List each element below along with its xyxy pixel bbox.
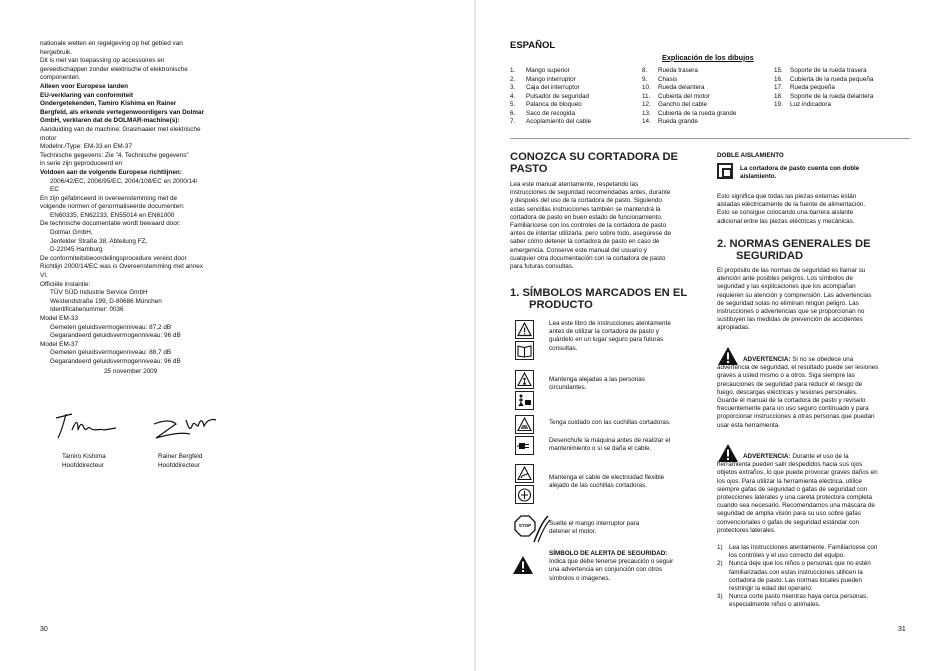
legend-item — [774, 101, 873, 110]
double-insulation-body — [717, 193, 907, 226]
list-number — [717, 552, 729, 560]
text-line: Mantenga alejadas a las personas — [549, 376, 645, 383]
declaration-line: Jenfelder Straße 38, Abteilung FZ, — [50, 237, 148, 245]
legend-number: 9. — [642, 75, 648, 83]
text-line: Tenga cuidado con las cuchillas cortadoras. — [549, 419, 671, 426]
text-line: Esto se consigue colocando una barrera aislante — [717, 209, 854, 217]
list-text: restringir la edad del operario. — [729, 585, 813, 593]
list-item-line — [717, 593, 909, 601]
list-text: Nunca deje que los niños o personas que no estén — [729, 560, 871, 568]
legend-label: Rueda pequeña — [790, 84, 835, 91]
legend-number: 13. — [642, 109, 651, 117]
safety-alert-text — [549, 550, 679, 583]
text-line: cuando sea necesario. Recomendamos una máscara de — [717, 502, 875, 510]
symbol-bystanders-text — [549, 376, 679, 392]
declaration-line: En zijn gefabriceerd in overeenstemming met de — [40, 194, 178, 202]
language-heading: ESPAÑOL — [510, 40, 556, 51]
title-line: 1. SÍMBOLOS MARCADOS EN EL — [510, 287, 688, 299]
list-item-line — [717, 560, 909, 568]
text-line: Esto significa que todas las piezas externas están — [717, 193, 857, 200]
text-line: Lea este libro de instrucciones atentamente — [549, 320, 671, 327]
declaration-line: Richtlijn 2000/14/EC was is Overeenstemming met annex — [40, 263, 204, 271]
legend-number: 6. — [510, 109, 516, 117]
text-line: seguridad de amplia visión para su uso sobre gafas — [717, 510, 861, 518]
double-insulation-title: DOBLE AISLAMIENTO — [717, 152, 784, 159]
text-line: atención ante posibles peligros. Los símbolos de — [717, 275, 853, 283]
declaration-date: 25 november 2009 — [104, 368, 158, 375]
warning-sign-icon — [515, 320, 534, 339]
declaration-line: Model EM-33 — [40, 315, 79, 322]
text-line: cortadora de pasto en buen estado de funcionamiento. — [510, 213, 663, 221]
declaration-line: Model EM-37 — [40, 340, 79, 348]
declaration-line: Officiële instantie: — [40, 280, 91, 288]
declaration-line: Gemeten geluidsvermogenniveau: 88,7 dB — [50, 349, 172, 357]
legend-number: 14. — [642, 118, 651, 125]
legend-label: Pulsador de seguridad — [526, 92, 590, 100]
legend-label: Mango superior — [526, 67, 570, 74]
declaration-line: GmbH, verklaren dat de DOLMAR-machine(s): — [40, 117, 180, 125]
section-know-body — [510, 181, 710, 271]
legend-number: 15. — [774, 67, 783, 74]
text-line: proporcionar instrucciones a otras personas que puedan — [717, 413, 875, 421]
text-line: Familiarícese con los controles de la cortadora de pasto — [510, 222, 667, 230]
list-number: 1) — [717, 544, 723, 551]
text-line: detener el motor. — [549, 528, 597, 536]
signer-2 — [158, 452, 202, 470]
text-line: antes de utilizar la cortadora de pasto y — [549, 328, 659, 336]
text-line: objetos extraños, lo que puede provocar graves daños en — [717, 469, 878, 477]
legend-number: 3. — [510, 84, 516, 91]
legend-label: Rueda delantera — [658, 84, 705, 91]
list-text: Nunca corte pasto mientras haya cerca personas, — [729, 593, 868, 601]
legend-number: 10. — [642, 84, 651, 91]
declaration-line: D-22045 Hamburg — [50, 246, 103, 254]
cable-clear-of-blades-icon — [515, 485, 534, 504]
signer-1 — [62, 452, 106, 470]
section-rules-body — [717, 267, 909, 333]
text-line: Desenchufe la máquina antes de realizar el — [549, 437, 671, 444]
list-item-line — [717, 544, 909, 552]
keep-distance-icon — [515, 391, 534, 410]
declaration-line: hergebruik. — [40, 48, 72, 56]
text-line: advertencia de seguridad, el resultado puede ser lesiones — [717, 364, 879, 372]
declaration-text — [40, 40, 270, 367]
text-line: aislamiento. — [740, 173, 777, 181]
text-line: sustituyen las medidas de prevención de accidentes — [717, 316, 863, 324]
list-item-line — [717, 569, 909, 577]
signer-name: Tamiro Kishima — [62, 453, 106, 460]
text-line: seguridad y las explicaciones que los acompañan — [717, 283, 856, 291]
legend-label: Caja del interruptor — [526, 84, 580, 91]
legend-label: Acoplamiento del cable — [526, 118, 592, 125]
legend-item — [642, 93, 736, 102]
text-line: fuego, descargas eléctricas y lesiones personales. — [717, 388, 858, 396]
safety-rules-list — [717, 544, 909, 610]
legend-label: Saco de recogida — [526, 109, 576, 117]
symbol-cable-text — [549, 474, 679, 490]
safety-alert-body — [549, 558, 679, 583]
warning-lead: ADVERTENCIA: — [743, 453, 791, 460]
legend-label: Chasis — [658, 75, 678, 83]
list-number — [717, 601, 729, 609]
symbol-blades-text — [549, 419, 679, 427]
declaration-line: in serie zijn geproduceerd en — [40, 160, 123, 168]
declaration-line: motor — [40, 134, 57, 142]
legend-item — [642, 101, 736, 110]
legend-column-1 — [510, 67, 591, 127]
text-line: frecuentemente para un uso seguro continuado y para — [717, 405, 869, 413]
page-number-left: 30 — [40, 626, 48, 633]
declaration-line: componenten. — [40, 74, 81, 82]
declaration-line: gereedschappen zonder elektrische of elektronische — [40, 65, 188, 73]
unplug-icon — [515, 436, 534, 455]
declaration-line: volgende normen of genormaliseerde documenten: — [40, 203, 185, 211]
text-line: graves a usted mismo o a otros. Siga siempre las — [717, 372, 855, 380]
legend-item — [774, 76, 873, 85]
legend-label: Mango interruptor — [526, 75, 576, 83]
declaration-line: Aanduiding van de machine: Grasmaaier met elektrische — [40, 125, 201, 133]
text-line: instrucciones o advertencias que se proporcionan no — [717, 308, 865, 316]
declaration-line: Voldoen aan de volgende Europese richtlijnen: — [40, 168, 182, 176]
text-line: antes de intentar utilizarla. pero sobre todo, asegúrese de — [510, 230, 672, 238]
warning-lead: ADVERTENCIA: — [743, 356, 791, 363]
list-text: familiarizadas con estas instrucciones utilicen la — [729, 568, 863, 576]
list-text: cortadora de pasto. Las normas locales pueden — [729, 576, 863, 584]
divider — [510, 138, 910, 139]
section-rules-title — [717, 238, 871, 262]
legend-item — [642, 110, 736, 119]
text-line: una advertencia en conjunción con otros — [549, 566, 663, 574]
legend-label: Palanca de bloqueo — [526, 101, 582, 108]
legend-item — [510, 110, 591, 119]
declaration-line: De conformiteitsbeoordelingsprocedure vereist door — [40, 254, 187, 262]
declaration-line: Alleen voor Europese landen — [40, 82, 129, 90]
signer-role: Hoofddirecteur — [158, 462, 200, 469]
declaration-line: Dolmar GmbH, — [50, 229, 93, 237]
text-line: siempre gafas de seguridad o gafas de seguridad con — [717, 485, 868, 493]
declaration-line: EU-verklaring van conformiteit — [40, 91, 134, 99]
list-text: los controles y el uso correcto del equipo. — [729, 552, 845, 560]
declaration-line: Dit is niet van toepassing op accessoires en — [40, 57, 165, 65]
legend-item — [774, 84, 873, 93]
legend-item — [642, 84, 736, 93]
list-item-line — [717, 552, 909, 560]
legend-item — [774, 93, 873, 102]
signature-kishima — [52, 408, 120, 442]
declaration-line: Bergfeld, als erkende vertegenwoordigers van Dolmar — [40, 108, 205, 116]
text-line: convencionales o gafas de seguridad estándar con — [717, 518, 860, 526]
text-line: apropiadas. — [717, 324, 750, 332]
declaration-line: Westendstraße 199, D-80686 München — [50, 297, 162, 305]
text-line: mantenimiento o si se daña el cable. — [549, 445, 652, 453]
declaration-line: Identificatienummer: 0036 — [50, 306, 124, 314]
list-item-line — [717, 585, 909, 593]
legend-number: 11. — [642, 92, 651, 100]
declaration-line: TÜV SÜD Industrie Service GmbH — [50, 289, 148, 297]
blade-warning-icon — [515, 415, 534, 434]
title-line: PASTO — [510, 163, 548, 175]
manual-book-icon — [515, 341, 534, 360]
text-line: El propósito de las normas de seguridad es llamar su — [717, 267, 866, 274]
legend-number: 8. — [642, 67, 648, 74]
signature-bergfeld — [150, 412, 220, 442]
symbol-read-manual-text — [549, 320, 679, 353]
legend-label: Soporte de la rueda delantera — [790, 92, 874, 100]
legend-column-2 — [642, 67, 736, 127]
legend-label: Rueda grande — [658, 118, 698, 125]
legend-item — [642, 67, 736, 76]
text-line: emergencia. Conserve este manual del usuario y — [510, 246, 647, 254]
warning-text: Durante el uso de la — [790, 453, 849, 460]
declaration-line: Gemeten geluidsvermogenniveau: 87,2 dB — [50, 323, 172, 331]
text-line — [717, 356, 909, 364]
legend-number: 7. — [510, 118, 516, 125]
text-line: de seguridad solas no eliminan ningún peligro. Las — [717, 299, 859, 307]
section-symbols-title — [510, 287, 687, 311]
symbol-release-handle-text — [549, 520, 679, 536]
text-line: La cortadora de pasto cuenta con doble — [740, 165, 860, 172]
text-line: instrucciones de seguridad recomendadas antes, durante — [510, 189, 671, 197]
text-line: saber cómo detener la cortadora de pasto en caso de — [510, 238, 660, 246]
page-number-right: 31 — [898, 626, 906, 633]
legend-title: Explicación de los dibujos — [662, 53, 754, 62]
cable-warning-icon — [515, 464, 534, 483]
title-line: CONOZCA SU CORTADORA DE — [510, 151, 679, 163]
declaration-line: nationale wetten en regelgeving op het gebied van — [40, 40, 183, 47]
text-line: precauciones de seguridad para reducir el riesgo de — [717, 380, 863, 388]
title-line: SEGURIDAD — [736, 250, 804, 262]
legend-item — [510, 76, 591, 85]
legend-item — [642, 118, 736, 127]
text-line: requieren su atención y comprensión. Las advertencias — [717, 291, 872, 299]
symbol-unplug-text — [549, 437, 679, 453]
text-line: protecciones laterales y una careta protectora completa — [717, 494, 873, 502]
declaration-line: Gegarandeerd geluidsvermogenniveau: 96 dB — [50, 332, 181, 340]
warning-2-text — [717, 453, 909, 535]
text-line: para futuras consultas. — [510, 263, 574, 271]
legend-label: Gancho del cable — [658, 101, 708, 108]
legend-label: Cubierta de la rueda pequeña — [790, 75, 874, 83]
text-line: circundantes. — [549, 384, 587, 392]
text-line: adicional entre las piezas eléctricas y mecánicas. — [717, 217, 855, 225]
legend-number: 2. — [510, 75, 516, 83]
text-line: Lea este manual atentamente, respetando las — [510, 181, 639, 188]
title-line: 2. NORMAS GENERALES DE — [717, 238, 871, 250]
warning-text: Si no se obedece una — [790, 356, 854, 363]
section-know-title — [510, 151, 678, 175]
text-line: protectores laterales. — [717, 526, 776, 534]
list-text: Lea las instrucciones atentamente. Familiarícese con — [729, 544, 878, 551]
legend-item — [642, 76, 736, 85]
legend-column-3 — [774, 67, 873, 110]
text-line: herramienta pueden salir despedidos hacia sus ojos — [717, 461, 863, 469]
declaration-line: 2006/42/EC, 2006/95/EC, 2004/108/EC en 2000/14/ — [50, 177, 198, 185]
list-number — [717, 569, 729, 577]
text-line: estas sencillas instrucciones también se mantendrá la — [510, 205, 661, 213]
text-line: Guarde el manual de la cortadora de pasto y revíselo — [717, 397, 866, 405]
legend-label: Soporte de la rueda trasera — [790, 67, 867, 74]
declaration-line: EC — [50, 186, 59, 194]
text-line: símbolos o imágenes. — [549, 574, 611, 582]
bystanders-warning-icon — [515, 370, 534, 389]
legend-item — [774, 67, 873, 76]
safety-alert-icon — [512, 555, 534, 575]
declaration-line: Modelnr./Type: EM-33 en EM-37 — [40, 143, 132, 151]
legend-number: 17. — [774, 84, 783, 91]
text-line — [717, 453, 909, 461]
declaration-line: Gegarandeerd geluidsvermogenniveau: 96 dB — [50, 357, 181, 365]
text-line: alejado de las cuchillas cortadoras. — [549, 482, 648, 490]
double-insulation-note — [740, 165, 859, 181]
legend-label: Rueda trasera — [658, 67, 698, 74]
declaration-line: VI. — [40, 272, 48, 280]
safety-alert-title: SÍMBOLO DE ALERTA DE SEGURIDAD: — [549, 550, 668, 557]
text-line: Indica que debe tenerse precaución o seguir — [549, 558, 674, 566]
legend-number: 12. — [642, 101, 651, 108]
list-text: especialmente niños o animales. — [729, 601, 821, 609]
legend-number: 5. — [510, 101, 516, 108]
list-number — [717, 585, 729, 593]
title-line: PRODUCTO — [529, 299, 593, 311]
text-line: cualquier otra documentación con la cortadora de pasto — [510, 254, 666, 262]
legend-label: Cubierta de la rueda grande — [658, 109, 737, 117]
legend-number: 1. — [510, 67, 516, 74]
warning-1-text — [717, 356, 909, 430]
legend-item — [510, 84, 591, 93]
list-item-line — [717, 577, 909, 585]
signer-name: Rainer Bergfeld — [158, 453, 203, 460]
double-insulation-icon — [717, 163, 733, 179]
legend-item — [510, 101, 591, 110]
declaration-line: EN60335, EN62233, EN55014 en EN61000 — [50, 211, 175, 219]
text-line: consultas. — [549, 344, 578, 352]
text-line: Mantenga el cable de electricidad flexible — [549, 474, 665, 481]
stop-handle-icon — [512, 512, 552, 546]
list-item-line — [717, 601, 909, 609]
declaration-line: Ondergetekenden, Tamiro Kishima en Rainer — [40, 100, 177, 108]
text-line: usar esta herramienta. — [717, 421, 780, 429]
text-line: aisladas eléctricamente de la fuente de alimentación. — [717, 201, 866, 209]
warning-1 — [717, 356, 909, 430]
signer-role: Hoofddirecteur — [62, 462, 104, 469]
warning-2 — [717, 453, 909, 535]
page-gutter — [474, 0, 476, 671]
text-line: y después del uso de la cortadora de pasto. Siguiendo — [510, 197, 662, 205]
legend-label: Cubierta del motor — [658, 92, 710, 100]
legend-number: 16. — [774, 75, 783, 83]
declaration-line: Technische gegevens: Zie "4. Technische gegevens" — [40, 151, 189, 159]
text-line: guárdelo en un lugar seguro para futuras — [549, 336, 664, 344]
legend-item — [510, 93, 591, 102]
legend-label: Luz indicadora — [790, 101, 831, 108]
list-number: 2) — [717, 560, 723, 568]
legend-number: 4. — [510, 92, 516, 100]
list-number: 3) — [717, 593, 723, 601]
text-line: Suelte el mango interruptor para — [549, 520, 640, 527]
text-line: los ojos. Para utilizar la herramienta eléctrica, utilice — [717, 477, 862, 485]
legend-item — [510, 67, 591, 76]
declaration-line: De technische documentatie wordt bewaard door: — [40, 220, 181, 228]
list-number — [717, 577, 729, 585]
legend-item — [510, 118, 591, 127]
legend-number: 19. — [774, 101, 783, 108]
stop-label: STOP — [518, 523, 532, 528]
legend-number: 18. — [774, 92, 783, 100]
